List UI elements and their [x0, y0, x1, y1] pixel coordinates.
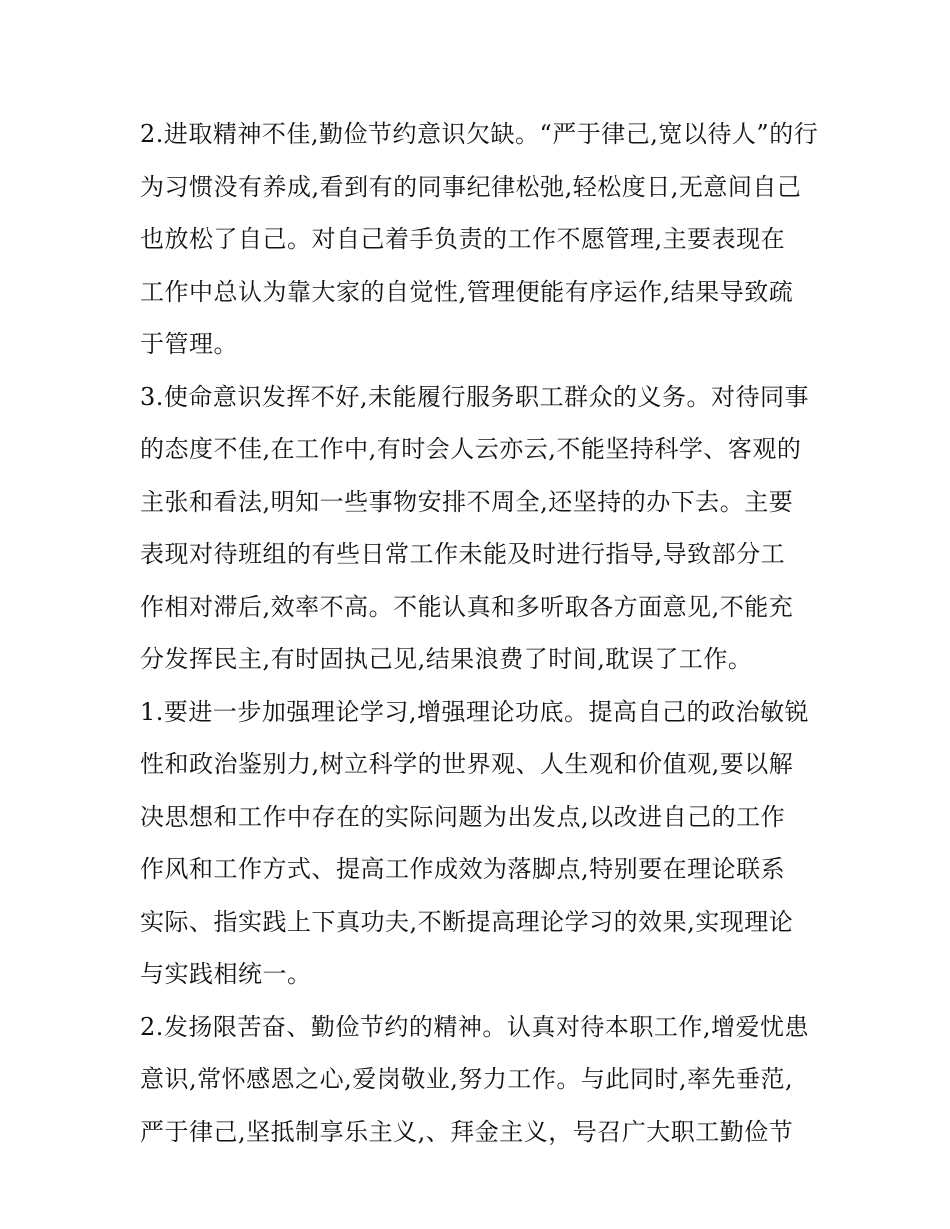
text-line: 实际、指实践上下真功夫,不断提高理论学习的效果,实现理论 [140, 907, 794, 936]
text-line: 表现对待班组的有些日常工作未能及时进行指导,导致部分工 [140, 540, 786, 568]
text-line: 与实践相统一。 [140, 960, 312, 988]
text-line: 2.进取精神不佳,勤俭节约意识欠缺。“严于律己,宽以待人”的行 [140, 120, 819, 148]
text-line: 工作中总认为靠大家的自觉性,管理便能有序运作,结果导致疏 [140, 277, 794, 306]
text-line: 1.要进一步加强理论学习,增强理论功底。提高自己的政治敏锐 [140, 697, 810, 726]
text-line: 也放松了自己。对自己着手负责的工作不愿管理,主要表现在 [140, 225, 786, 253]
text-line: 为习惯没有养成,看到有的同事纪律松弛,轻松度日,无意间自己 [140, 172, 802, 201]
text-line: 决思想和工作中存在的实际问题为出发点,以改进自己的工作 [140, 802, 786, 831]
text-line: 2.发扬限苦奋、勤俭节约的精神。认真对待本职工作,增爱忧患 [140, 1012, 810, 1041]
text-line: 的态度不佳,在工作中,有时会人云亦云,不能坚持科学、客观的 [140, 435, 802, 463]
text-line: 分发挥民主,有时固执己见,结果浪费了时间,耽误了工作。 [140, 645, 753, 673]
text-line: 主张和看法,明知一些事物安排不周全,还坚持的办下去。主要 [140, 487, 794, 516]
text-line: 3.使命意识发挥不好,未能履行服务职工群众的义务。对待同事 [140, 382, 810, 411]
text-line: 于管理。 [140, 330, 238, 358]
text-line: 作风和工作方式、提高工作成效为落脚点,特别要在理论联系 [140, 855, 786, 883]
text-line: 意识,常怀感恩之心,爱岗敬业,努力工作。与此同时,率先垂范, [140, 1065, 794, 1093]
text-line: 作相对滞后,效率不高。不能认真和多听取各方面意见,不能充 [140, 592, 794, 621]
body-text [140, 108, 820, 1158]
text-line: 性和政治鉴别力,树立科学的世界观、人生观和价值观,要以解 [140, 750, 794, 778]
text-line: 严于律己,坚抵制享乐主义,、拜金主义，号召广大职工勤俭节 [140, 1117, 794, 1146]
